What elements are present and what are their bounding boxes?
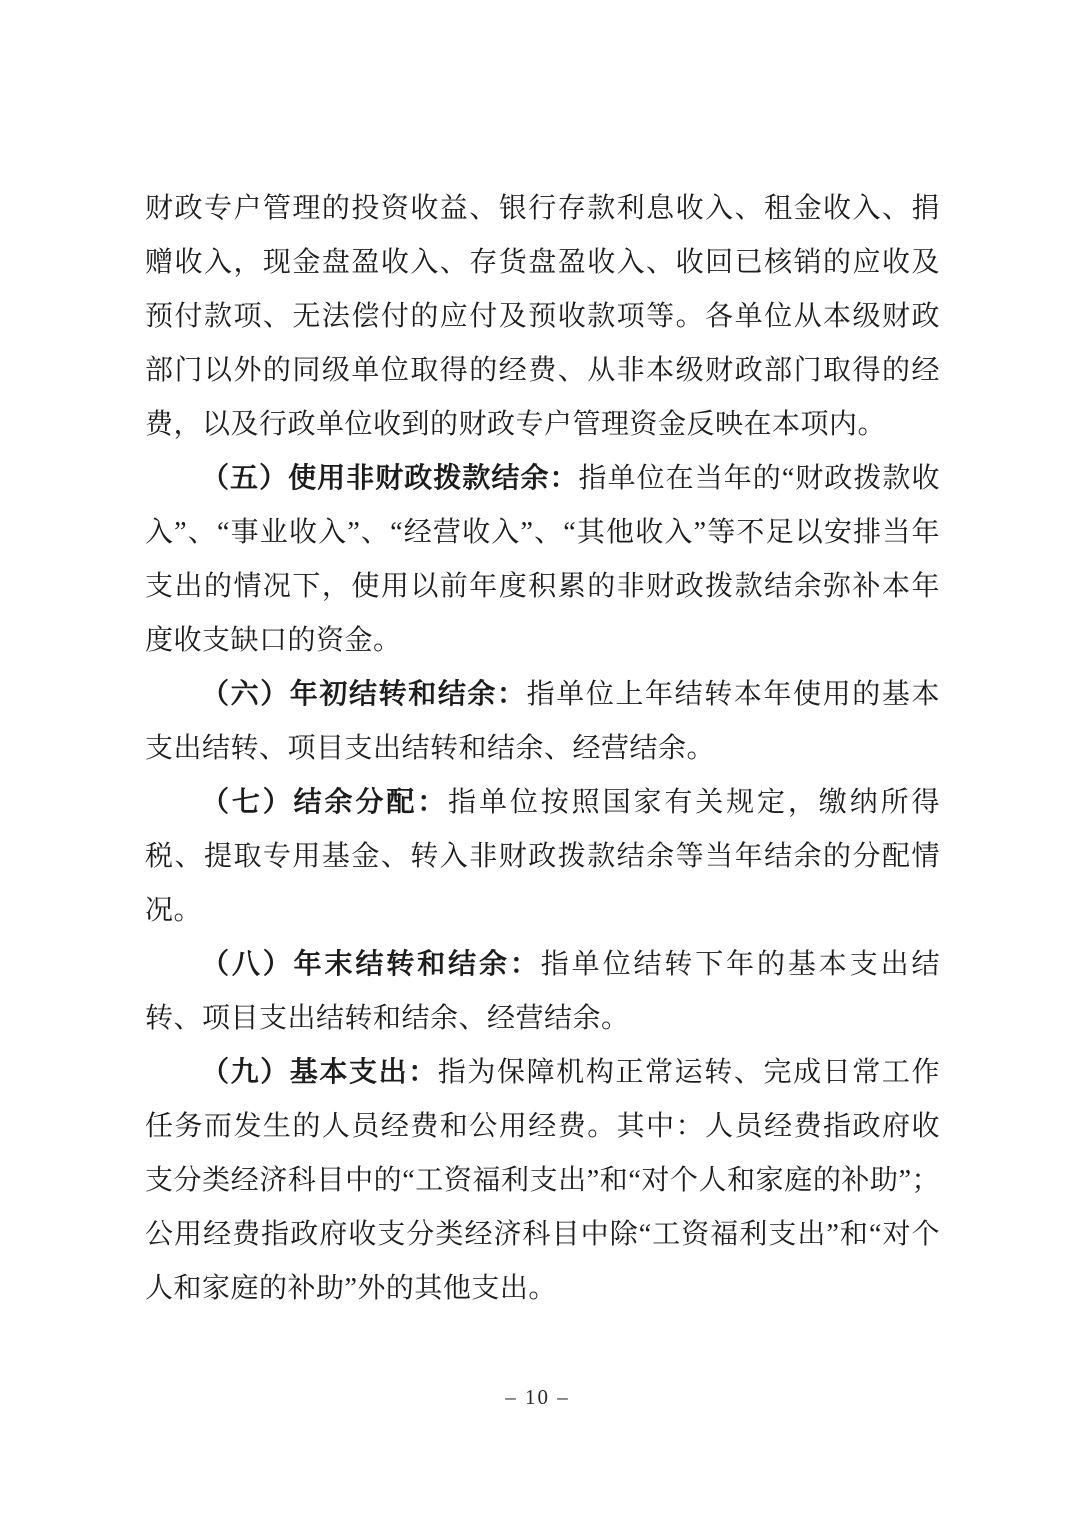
paragraph-heading: （七）结余分配：: [201, 787, 449, 818]
paragraph-text: 财政专户管理的投资收益、银行存款利息收入、租金收入、捐赠收入，现金盘盈收入、存货盘盈收入、收回已核销的应收及预付款项、无法偿付的应付及预收款项等。各单位从本级财政部门以外的同级单位取得的经费、从非本级财政部门取得的经费，以及行政单位收到的财政专户管理资金反映在本项内。: [145, 193, 940, 440]
paragraph-text: 指单位上年结转本年使用的基本支出结转、项目支出结转和结余、经营结余。: [145, 679, 940, 764]
paragraph-text: 指单位结转下年的基本支出结转、项目支出结转和结余、经营结余。: [145, 949, 940, 1034]
paragraph-continuation: [145, 182, 940, 452]
paragraph-text: 指单位按照国家有关规定，缴纳所得税、提取专用基金、转入非财政拨款结余等当年结余的分配情况。: [145, 787, 940, 926]
paragraph-item-6: [145, 668, 940, 776]
paragraph-item-7: [145, 776, 940, 938]
paragraph-text: 指为保障机构正常运转、完成日常工作任务而发生的人员经费和公用经费。其中：人员经费指政府收支分类经济科目中的“工资福利支出”和“对个人和家庭的补助”；公用经费指政府收支分类经济科目中除“工资福利支出”和“对个人和家庭的补助”外的其他支出。: [145, 1057, 940, 1304]
paragraph-heading: （六）年初结转和结余：: [201, 679, 527, 710]
text-block: [145, 182, 940, 1316]
paragraph-heading: （五）使用非财政拨款结余：: [201, 463, 579, 494]
paragraph-item-8: [145, 938, 940, 1046]
paragraph-heading: （八）年末结转和结余：: [201, 949, 541, 980]
page-number: – 10 –: [505, 1385, 570, 1409]
paragraph-heading: （九）基本支出：: [201, 1057, 438, 1088]
paragraph-text: 指单位在当年的“财政拨款收入”、“事业收入”、“经营收入”、“其他收入”等不足以安排当年支出的情况下，使用以前年度积累的非财政拨款结余弥补本年度收支缺口的资金。: [145, 463, 940, 656]
paragraph-item-9: [145, 1046, 940, 1316]
paragraph-item-5: [145, 452, 940, 668]
